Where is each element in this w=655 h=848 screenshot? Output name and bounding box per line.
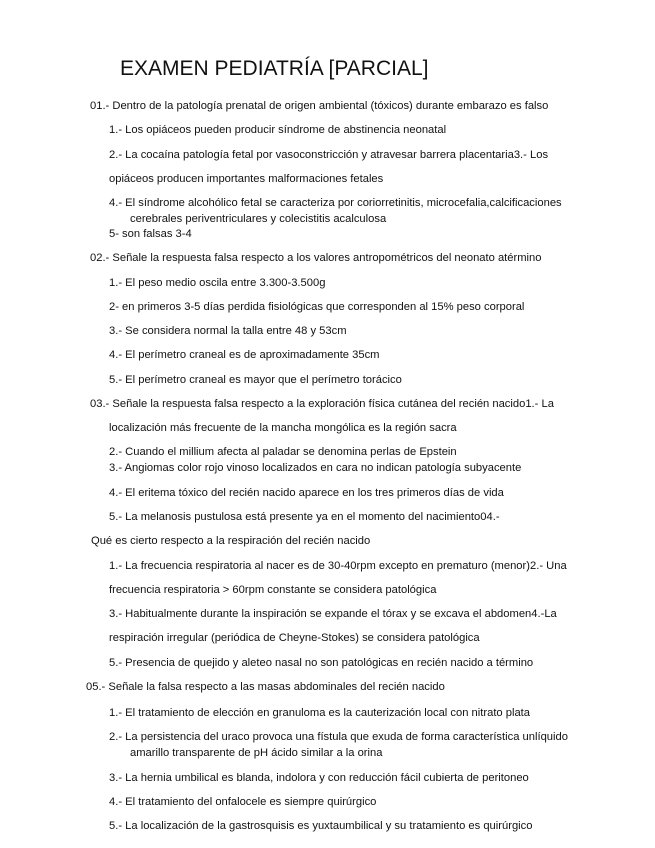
question-4-option-continued: respiración irregular (periódica de Cheyne-Stokes) se considera patológica	[109, 632, 480, 644]
question-4-option-continued: frecuencia respiratoria > 60rpm constante se considera patológica	[109, 584, 437, 596]
question-2-option: 3.- Se considera normal la talla entre 48 y 53cm	[109, 325, 347, 337]
question-3-option: 4.- El eritema tóxico del recién nacido aparece en los tres primeros días de vida	[109, 487, 504, 499]
question-4-stem: Qué es cierto respecto a la respiración del recién nacido	[91, 535, 371, 547]
question-2-option: 2- en primeros 3-5 días perdida fisiológicas que corresponden al 15% peso corporal	[109, 301, 525, 313]
question-5-option: 4.- El tratamiento del onfalocele es siempre quirúrgico	[109, 796, 377, 808]
question-1-option: 1.- Los opiáceos pueden producir síndrome de abstinencia neonatal	[109, 124, 447, 136]
question-3-stem: 03.- Señale la respuesta falsa respecto a la exploración física cutánea del recién nacido1.- La	[90, 398, 554, 410]
question-4-option: 3.- Habitualmente durante la inspiración se expande el tórax y se excava el abdomen4.-La	[109, 608, 557, 620]
question-5-option-continued: amarillo transparente de pH ácido similar a la orina	[130, 747, 383, 759]
question-2-option: 4.- El perímetro craneal es de aproximadamente 35cm	[109, 349, 380, 361]
question-1-option: 5- son falsas 3-4	[109, 228, 192, 240]
question-2-stem: 02.- Señale la respuesta falsa respecto a los valores antropométricos del neonato atérmino	[90, 252, 542, 264]
question-1-option: 4.- El síndrome alcohólico fetal se caracteriza por coriorretinitis, microcefalia,calcificaciones	[109, 197, 562, 209]
question-3-option: 5.- La melanosis pustulosa está presente ya en el momento del nacimiento04.-	[109, 511, 500, 523]
question-1-option: 2.- La cocaína patología fetal por vasoconstricción y atravesar barrera placentaria3.- Los	[109, 149, 549, 161]
question-2-option: 5.- El perímetro craneal es mayor que el perímetro torácico	[109, 374, 402, 386]
question-1-option-continued: cerebrales periventriculares y colecistitis acalculosa	[130, 213, 387, 225]
question-5-stem: 05.- Señale la falsa respecto a las masas abdominales del recién nacido	[86, 681, 445, 693]
question-3-option: 3.- Angiomas color rojo vinoso localizados en cara no indican patología subyacente	[109, 462, 522, 474]
question-4-option: 1.- La frecuencia respiratoria al nacer es de 30-40rpm excepto en prematuro (menor)2.- Una	[109, 560, 567, 572]
question-4-option: 5.- Presencia de quejido y aleteo nasal no son patológicas en recién nacido a término	[109, 657, 534, 669]
question-1-stem: 01.- Dentro de la patología prenatal de origen ambiental (tóxicos) durante embarazo es falso	[90, 100, 549, 112]
question-5-option: 2.- La persistencia del uraco provoca una fístula que exuda de forma característica unlíquido	[109, 731, 568, 743]
question-1-option-continued: opiáceos producen importantes malformaciones fetales	[109, 173, 384, 185]
question-3-option: 2.- Cuando el millium afecta al paladar se denomina perlas de Epstein	[109, 446, 457, 458]
question-3-option-continued: localización más frecuente de la mancha mongólica es la región sacra	[109, 422, 457, 434]
question-5-option: 3.- La hernia umbilical es blanda, indolora y con reducción fácil cubierta de peritoneo	[109, 772, 529, 784]
question-5-option: 5.- La localización de la gastrosquisis es yuxtaumbilical y su tratamiento es quirúrgico	[109, 820, 533, 832]
page-title: EXAMEN PEDIATRÍA [PARCIAL]	[120, 57, 429, 80]
question-2-option: 1.- El peso medio oscila entre 3.300-3.500g	[109, 277, 326, 289]
question-5-option: 1.- El tratamiento de elección en granuloma es la cauterización local con nitrato plata	[109, 707, 531, 719]
